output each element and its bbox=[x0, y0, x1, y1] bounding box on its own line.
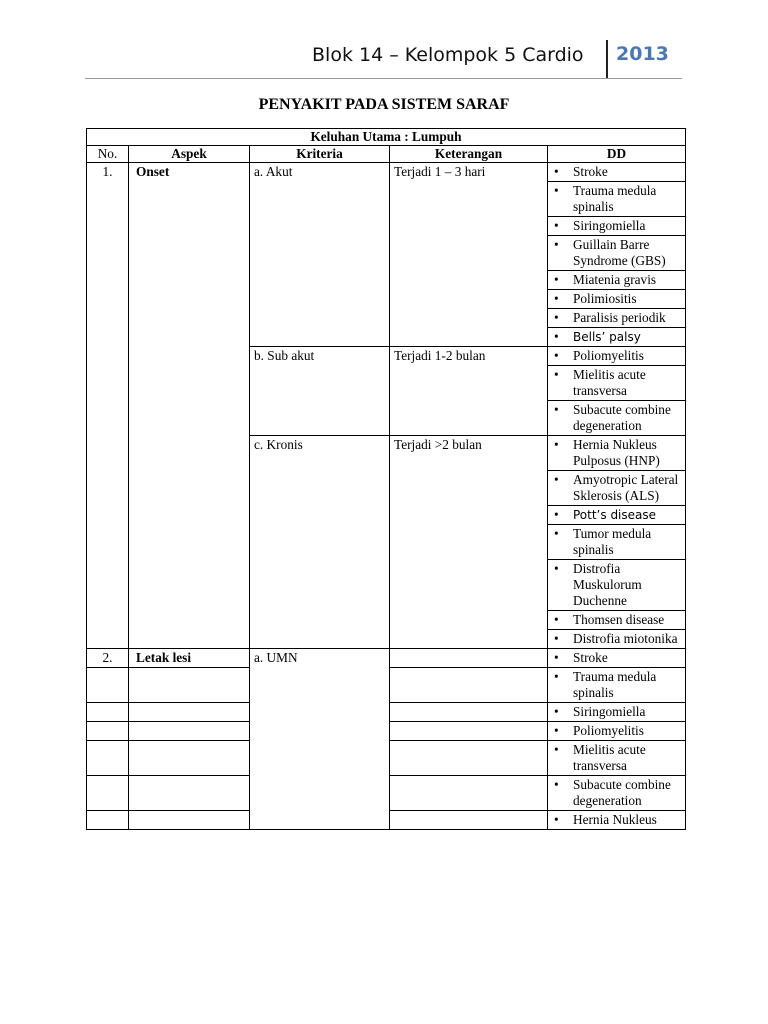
row-number: 1. bbox=[87, 163, 129, 649]
dd-item: • Hernia Nukleus bbox=[548, 811, 686, 830]
bullet-icon: • bbox=[554, 742, 559, 757]
header-year: 2013 bbox=[616, 43, 669, 65]
row-number: 2. bbox=[87, 649, 129, 668]
bullet-icon: • bbox=[554, 723, 559, 738]
bullet-icon: • bbox=[554, 669, 559, 684]
empty-cell bbox=[129, 776, 250, 811]
empty-cell bbox=[129, 811, 250, 830]
bullet-icon: • bbox=[554, 291, 559, 306]
empty-cell bbox=[87, 741, 129, 776]
document-title: PENYAKIT PADA SISTEM SARAF bbox=[258, 96, 510, 113]
table-header-row bbox=[87, 146, 686, 163]
col-header-kriteria: Kriteria bbox=[250, 146, 390, 163]
empty-cell bbox=[87, 668, 129, 703]
table-caption: Keluhan Utama : Lumpuh bbox=[87, 129, 686, 146]
dd-item: • Trauma medula spinalis bbox=[548, 668, 686, 703]
dd-item: • Bells’ palsy bbox=[548, 328, 686, 347]
dd-item: • Poliomyelitis bbox=[548, 722, 686, 741]
lumpuh-table bbox=[86, 128, 686, 830]
bullet-icon: • bbox=[554, 704, 559, 719]
dd-item: • Distrofia miotonika bbox=[548, 630, 686, 649]
col-header-aspek: Aspek bbox=[129, 146, 250, 163]
dd-item: • Siringomiella bbox=[548, 217, 686, 236]
kriteria-cell: a. Akut bbox=[250, 163, 390, 347]
dd-item: • Hernia Nukleus Pulposus (HNP) bbox=[548, 436, 686, 471]
empty-cell bbox=[390, 722, 548, 741]
aspek-cell: Onset bbox=[129, 163, 250, 649]
col-header-keterangan: Keterangan bbox=[390, 146, 548, 163]
dd-item: • Paralisis periodik bbox=[548, 309, 686, 328]
empty-cell bbox=[390, 811, 548, 830]
header-divider bbox=[606, 40, 608, 78]
table-row bbox=[87, 163, 686, 182]
dd-item: • Pott’s disease bbox=[548, 506, 686, 525]
bullet-icon: • bbox=[554, 507, 559, 522]
dd-item: • Poliomyelitis bbox=[548, 347, 686, 366]
bullet-icon: • bbox=[554, 612, 559, 627]
bullet-icon: • bbox=[554, 183, 559, 198]
dd-item: • Siringomiella bbox=[548, 703, 686, 722]
dd-item: • Polimiositis bbox=[548, 290, 686, 309]
empty-cell bbox=[87, 776, 129, 811]
empty-cell bbox=[129, 668, 250, 703]
dd-item: • Guillain Barre Syndrome (GBS) bbox=[548, 236, 686, 271]
empty-cell bbox=[87, 811, 129, 830]
dd-item: • Thomsen disease bbox=[548, 611, 686, 630]
dd-item: • Mielitis acute transversa bbox=[548, 366, 686, 401]
empty-cell bbox=[129, 722, 250, 741]
bullet-icon: • bbox=[554, 402, 559, 417]
keterangan-cell: Terjadi 1-2 bulan bbox=[390, 347, 548, 436]
kriteria-cell: c. Kronis bbox=[250, 436, 390, 649]
keterangan-cell: Terjadi 1 – 3 hari bbox=[390, 163, 548, 347]
dd-item: • Stroke bbox=[548, 163, 686, 182]
bullet-icon: • bbox=[554, 237, 559, 252]
bullet-icon: • bbox=[554, 272, 559, 287]
bullet-icon: • bbox=[554, 526, 559, 541]
bullet-icon: • bbox=[554, 777, 559, 792]
dd-item: • Amyotropic Lateral Sklerosis (ALS) bbox=[548, 471, 686, 506]
empty-cell bbox=[390, 741, 548, 776]
empty-cell bbox=[129, 703, 250, 722]
dd-item: • Miatenia gravis bbox=[548, 271, 686, 290]
bullet-icon: • bbox=[554, 348, 559, 363]
empty-cell bbox=[390, 668, 548, 703]
dd-item: • Subacute combine degeneration bbox=[548, 776, 686, 811]
bullet-icon: • bbox=[554, 631, 559, 646]
kriteria-cell: a. UMN bbox=[250, 649, 390, 830]
header-title: Blok 14 – Kelompok 5 Cardio bbox=[312, 44, 584, 66]
dd-item: • Trauma medula spinalis bbox=[548, 182, 686, 217]
dd-item: • Stroke bbox=[548, 649, 686, 668]
empty-cell bbox=[87, 703, 129, 722]
bullet-icon: • bbox=[554, 437, 559, 452]
empty-cell bbox=[129, 741, 250, 776]
header-rule bbox=[85, 78, 682, 79]
keterangan-cell bbox=[390, 649, 548, 668]
aspek-cell: Letak lesi bbox=[129, 649, 250, 668]
bullet-icon: • bbox=[554, 329, 559, 344]
bullet-icon: • bbox=[554, 218, 559, 233]
bullet-icon: • bbox=[554, 561, 559, 576]
dd-item: • Distrofia Muskulorum Duchenne bbox=[548, 560, 686, 611]
bullet-icon: • bbox=[554, 164, 559, 179]
table-caption-row bbox=[87, 129, 686, 146]
empty-cell bbox=[390, 776, 548, 811]
page-header bbox=[0, 0, 768, 90]
col-header-dd: DD bbox=[548, 146, 686, 163]
dd-item: • Mielitis acute transversa bbox=[548, 741, 686, 776]
dd-item: • Tumor medula spinalis bbox=[548, 525, 686, 560]
empty-cell bbox=[87, 722, 129, 741]
bullet-icon: • bbox=[554, 310, 559, 325]
bullet-icon: • bbox=[554, 650, 559, 665]
bullet-icon: • bbox=[554, 812, 559, 827]
dd-item: • Subacute combine degeneration bbox=[548, 401, 686, 436]
keterangan-cell: Terjadi >2 bulan bbox=[390, 436, 548, 649]
empty-cell bbox=[390, 703, 548, 722]
kriteria-cell: b. Sub akut bbox=[250, 347, 390, 436]
table-row bbox=[87, 649, 686, 668]
col-header-no: No. bbox=[87, 146, 129, 163]
bullet-icon: • bbox=[554, 472, 559, 487]
bullet-icon: • bbox=[554, 367, 559, 382]
